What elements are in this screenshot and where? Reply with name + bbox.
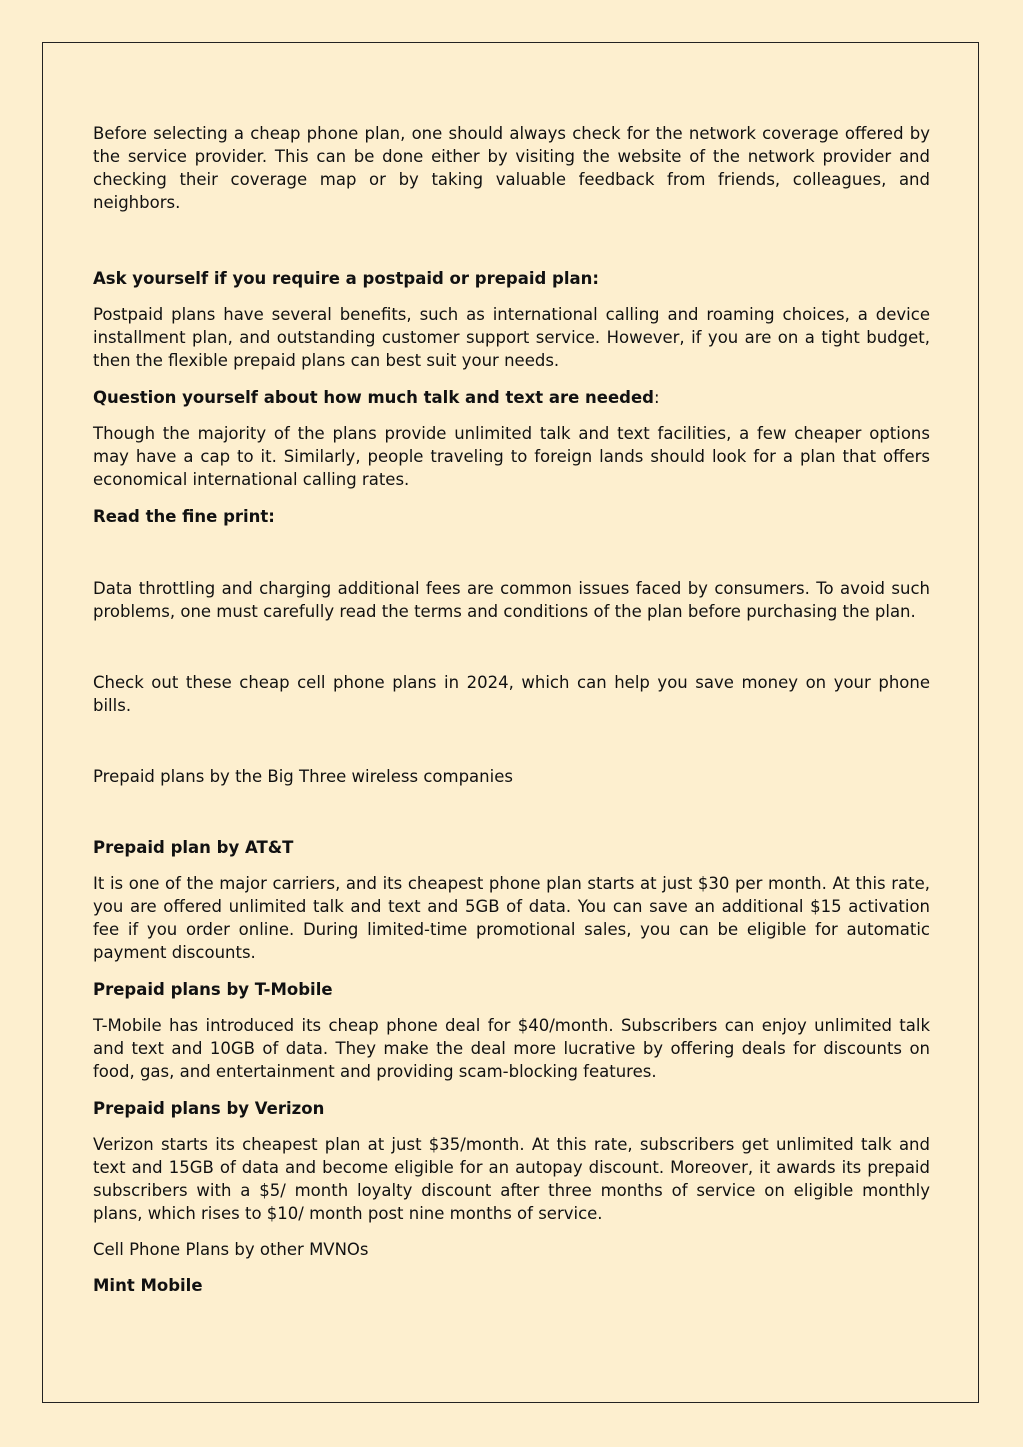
talk-text-paragraph: Though the majority of the plans provide unlimited talk and text facilities, a few cheaper options may have a cap to it. Similarly, people traveling to foreign lands should look for a plan that offers economical international calling rates.	[93, 424, 930, 489]
mvno-label: Cell Phone Plans by other MVNOs	[93, 1240, 369, 1259]
article-content	[93, 122, 930, 1297]
talk-text-heading-colon: :	[654, 388, 660, 407]
talk-text-heading-text: Question yourself about how much talk and text are needed	[93, 388, 654, 407]
verizon-heading: Prepaid plans by Verizon	[93, 1099, 325, 1118]
att-paragraph: It is one of the major carriers, and its cheapest phone plan starts at just $30 per month. At this rate, you are offered unlimited talk and text and 5GB of data. You can save an additional $15 activation fee if you order online. During limited-time promotional sales, you can be eligible for automatic payment discounts.	[93, 874, 930, 962]
big-three-label: Prepaid plans by the Big Three wireless companies	[93, 767, 513, 786]
intro-paragraph: Before selecting a cheap phone plan, one should always check for the network coverage offered by the service provider. This can be done either by visiting the website of the network provider and checking their coverage map or by taking valuable feedback from friends, colleagues, and neighbors.	[93, 124, 930, 212]
mint-mobile-heading: Mint Mobile	[93, 1276, 203, 1295]
tmobile-heading: Prepaid plans by T-Mobile	[93, 980, 333, 999]
checkout-paragraph: Check out these cheap cell phone plans in 2024, which can help you save money on your phone bills.	[93, 673, 930, 715]
fine-print-heading: Read the fine print:	[93, 507, 275, 526]
att-heading: Prepaid plan by AT&T	[93, 838, 294, 857]
fine-print-paragraph: Data throttling and charging additional fees are common issues faced by consumers. To avoid such problems, one must carefully read the terms and conditions of the plan before purchasing the plan.	[93, 579, 930, 621]
postpaid-prepaid-paragraph: Postpaid plans have several benefits, such as international calling and roaming choices, a device installment plan, and outstanding customer support service. However, if you are on a tight budget, then the flexible prepaid plans can best suit your needs.	[93, 305, 930, 370]
postpaid-prepaid-heading: Ask yourself if you require a postpaid or prepaid plan:	[93, 269, 599, 288]
tmobile-paragraph: T-Mobile has introduced its cheap phone deal for $40/month. Subscribers can enjoy unlimited talk and text and 10GB of data. They make the deal more lucrative by offering deals for discounts on food, gas, and entertainment and providing scam-blocking features.	[93, 1016, 930, 1081]
verizon-paragraph: Verizon starts its cheapest plan at just $35/month. At this rate, subscribers get unlimited talk and text and 15GB of data and become eligible for an autopay discount. Moreover, it awards its prepaid subscribers with a $5/ month loyalty discount after three months of service on eligible monthly plans, which rises to $10/ month post nine months of service.	[93, 1135, 930, 1223]
talk-text-heading	[93, 386, 930, 409]
